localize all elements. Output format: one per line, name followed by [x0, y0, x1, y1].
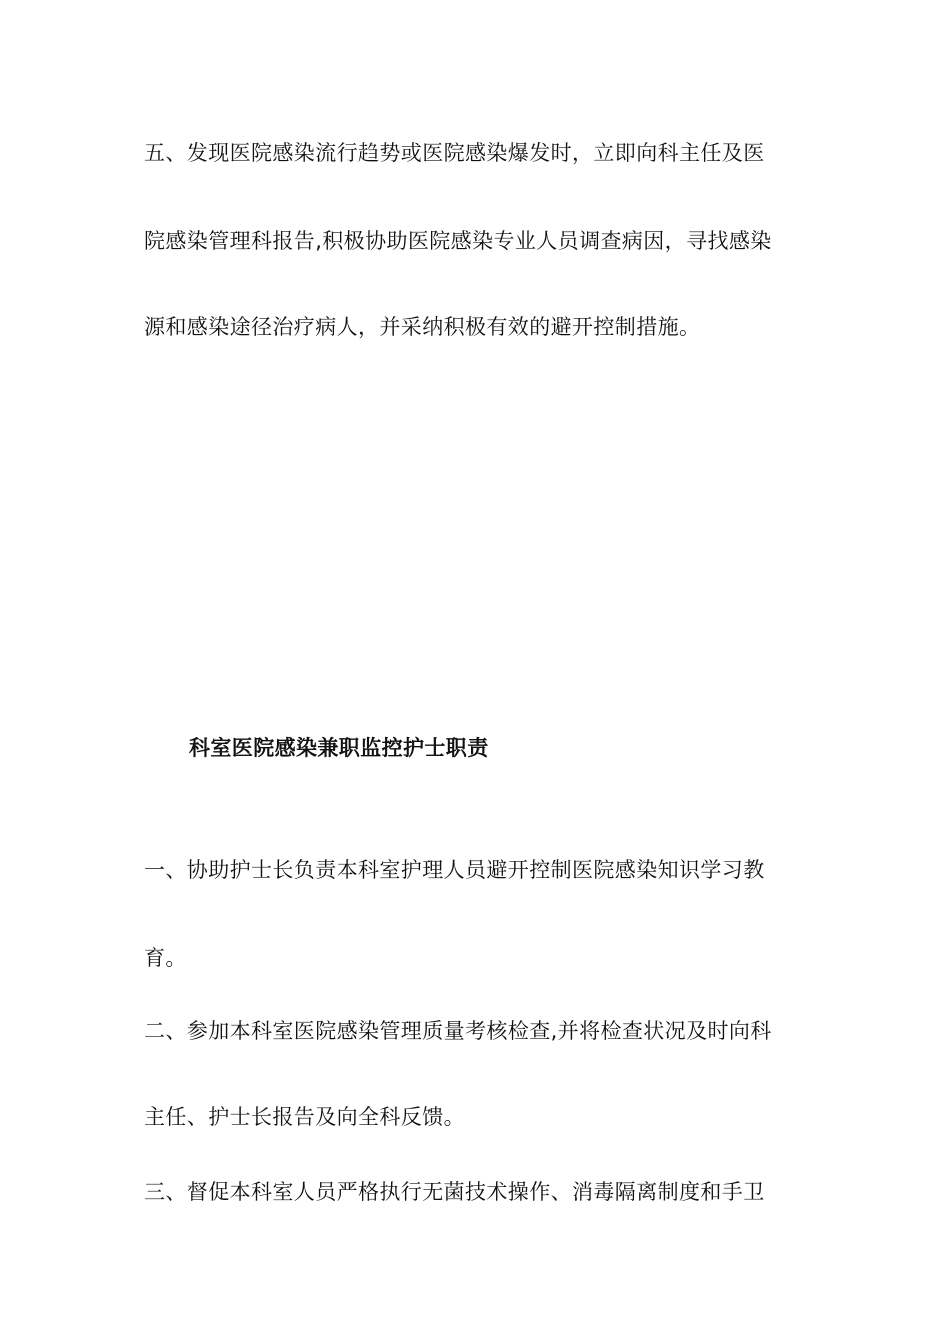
duty-two-line-2: 主任、护士长报告及向全科反馈。: [144, 1105, 465, 1129]
duty-two-line-1: 二、参加本科室医院感染管理质量考核检查,并将检查状况及时向科: [144, 1019, 772, 1043]
document-title: 科室医院感染兼职监控护士职责: [189, 736, 489, 760]
paragraph-five-line-1: 五、发现医院感染流行趋势或医院感染爆发时，立即向科主任及医: [144, 141, 765, 165]
duty-one-line-1: 一、协助护士长负责本科室护理人员避开控制医院感染知识学习教: [144, 858, 765, 882]
duty-three-line-1: 三、督促本科室人员严格执行无菌技术操作、消毒隔离制度和手卫: [144, 1180, 765, 1204]
paragraph-five-line-3: 源和感染途径治疗病人，并采纳积极有效的避开控制措施。: [144, 315, 701, 339]
duty-one-line-2: 育。: [144, 946, 187, 970]
paragraph-five-line-2: 院感染管理科报告,积极协助医院感染专业人员调查病因，寻找感染: [144, 229, 772, 253]
